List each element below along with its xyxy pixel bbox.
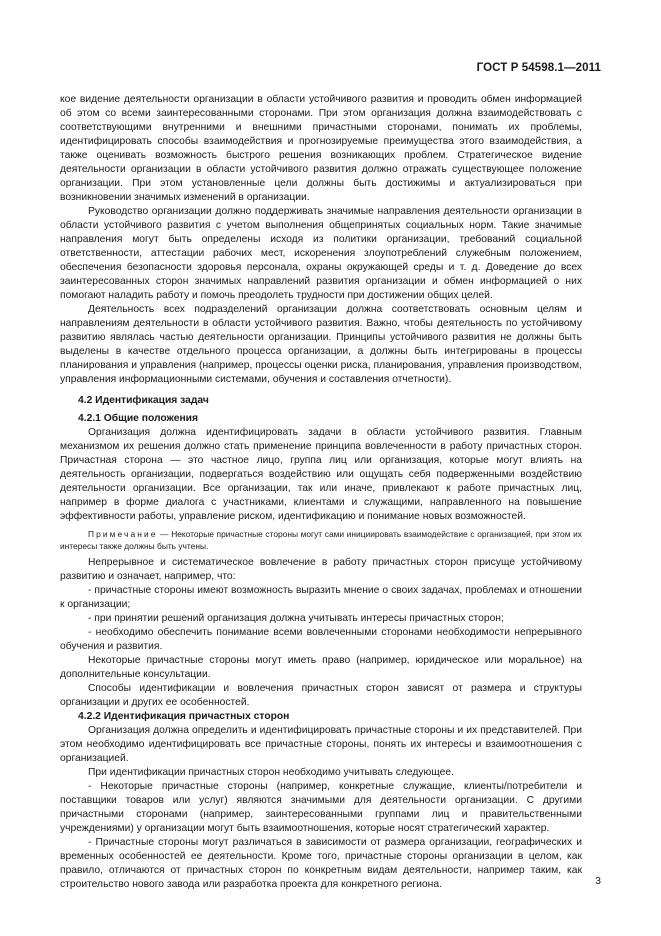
note-label: Примечание bbox=[88, 529, 158, 539]
list-item: - необходимо обеспечить понимание всеми вовлеченными сторонами необходимости непрерывного обучения и развития. bbox=[60, 627, 582, 652]
paragraph: Деятельность всех подразделений организации должна соответствовать основным целям и направлениям деятельности в области устойчивого развития. Важно, чтобы деятельность по устойчивому развитию являлась частью деятельности организации. Принципы устойчивого развития не должны быть выделены в качестве отдельного процесса организации, а должны быть интегрированы в процессы планирования и управления (например, процессы оценки риска, планирования, управления производством, управления информационными системами, обучения и составления отчетности). bbox=[60, 304, 582, 385]
paragraph: Способы идентификации и вовлечения причастных сторон зависят от размера и структуры организации и других ее особенностей. bbox=[60, 683, 582, 708]
list-item: - Причастные стороны могут различаться в зависимости от размера организации, географических и временных особенностей ее деятельности. Кроме того, причастные стороны организации в целом, как правило, отличаются от причастных сторон по конкретным видам деятельности, например таким, как строительство нового завода или разработка проекта для конкретного региона. bbox=[60, 837, 582, 890]
paragraph: Организация должна определить и идентифицировать причастные стороны и их представителей. При этом необходимо идентифицировать все причастные стороны, понять их интересы и взаимоотношения с организацией. bbox=[60, 725, 582, 764]
section-heading-4-2: 4.2 Идентификация задач bbox=[78, 395, 209, 406]
list-item: - Некоторые причастные стороны (например, конкретные служащие, клиенты/потребители и поставщики товаров или услуг) являются значимыми для деятельности организации. С другими причастными сторонами (например, заинтересованными группами лиц и правительственными учреждениями) у организации могут быть взаимоотношения, которые носят стратегический характер. bbox=[60, 781, 582, 834]
paragraph: Непрерывное и систематическое вовлечение в работу причастных сторон присуще устойчивому развитию и означает, например, что: bbox=[60, 557, 582, 582]
list-item: - причастные стороны имеют возможность выразить мнение о своих задачах, проблемах и отношении к организации; bbox=[60, 585, 582, 610]
document-body bbox=[60, 93, 582, 892]
note bbox=[60, 528, 582, 552]
section-heading-4-2-2: 4.2.2 Идентификация причастных сторон bbox=[78, 711, 290, 722]
page-number: 3 bbox=[595, 876, 601, 887]
note-text: — Некоторые причастные стороны могут сами инициировать взаимодействие с организацией, при этом их интересы также должны быть учтены. bbox=[60, 529, 582, 551]
paragraph: Руководство организации должно поддерживать значимые направления деятельности организации в области устойчивого развития с учетом выполнения общепринятых социальных норм. Такие значимые направления могут быть определены исходя из политики организации, требований социальной ответственности, аттестации рабочих мест, искоренения злоупотреблений служебным положением, обеспечения безопасности здоровья персонала, охраны окружающей среды и т. д. Доведение до всех заинтересованных сторон значимых направлений развития организации и обмен информацией о них помогают наладить работу и помочь преодолеть трудности при достижении общих целей. bbox=[60, 206, 582, 301]
paragraph: Организация должна идентифицировать задачи в области устойчивого развития. Главным механизмом их решения должно стать применение принципа вовлеченности в работу причастных сторон. Причастная сторона — это частное лицо, группа лиц или организация, которые могут влиять на деятельность организации, подвергаться воздействию или ощущать себя подверженными воздействию деятельности организации. Все организации, так или иначе, привлекают к работе причастных лиц, например в форме диалога с участниками, клиентами и служащими, направленного на повышение эффективности работы, управление риском, идентификацию и понимание новых возможностей. bbox=[60, 427, 582, 522]
paragraph: Некоторые причастные стороны могут иметь право (например, юридическое или моральное) на дополнительные консультации. bbox=[60, 655, 582, 680]
list-item: - при принятии решений организация должна учитывать интересы причастных сторон; bbox=[88, 613, 504, 624]
paragraph: При идентификации причастных сторон необходимо учитывать следующее. bbox=[88, 767, 454, 778]
standard-code: ГОСТ Р 54598.1—2011 bbox=[476, 62, 601, 74]
section-heading-4-2-1: 4.2.1 Общие положения bbox=[78, 413, 198, 424]
paragraph: кое видение деятельности организации в области устойчивого развития и проводить обмен информацией об этом со всеми заинтересованными сторонами. При этом организация должна взаимодействовать с соответствующими внутренними и внешними причастными сторонами, понимать их проблемы, идентифицировать способы взаимодействия и прогнозируемые преимущества этого взаимодействия, а также оценивать возможность быстрого решения возникающих проблем. Стратегическое видение деятельности организации в области устойчивого развития должно отражать существующее положение организации. При этом установленные цели должны быть достижимы и актуализироваться при возникновении значимых изменений в организации. bbox=[60, 94, 582, 203]
